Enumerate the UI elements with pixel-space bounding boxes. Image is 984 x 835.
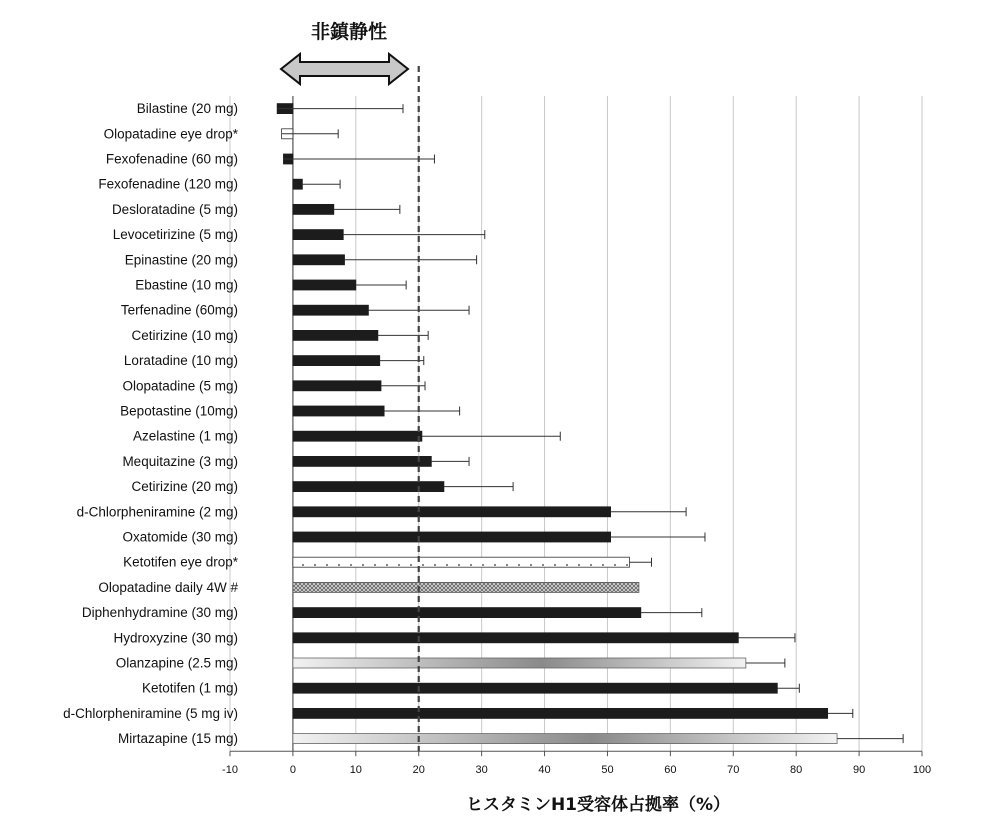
category-label: Diphenhydramine (30 mg) — [81, 605, 238, 621]
category-labels — [63, 101, 239, 746]
category-label: d-Chlorpheniramine (2 mg) — [76, 504, 238, 520]
x-tick-label: 40 — [538, 764, 551, 777]
x-tick-label: 30 — [475, 764, 488, 777]
error-bars — [277, 104, 903, 743]
category-label: Mequitazine (3 mg) — [122, 453, 238, 469]
x-tick-label: 100 — [912, 764, 932, 777]
bars — [277, 104, 837, 744]
bar — [293, 658, 746, 668]
x-tick-label: 80 — [790, 764, 803, 777]
category-label: Olanzapine (2.5 mg) — [115, 655, 238, 671]
bar — [293, 204, 334, 214]
bar — [293, 532, 611, 542]
category-label: Cetirizine (10 mg) — [131, 327, 238, 343]
bar — [293, 456, 431, 466]
x-tick-label: 70 — [727, 764, 740, 777]
category-label: Loratadine (10 mg) — [123, 353, 238, 369]
x-tick-labels — [222, 764, 931, 776]
x-axis-title: ヒスタミンH1受容体占拠率（%） — [465, 795, 731, 815]
bar — [293, 582, 639, 592]
chart-title: 非鎮静性 — [310, 21, 388, 43]
x-tick-label: 60 — [664, 764, 677, 777]
bar — [293, 708, 828, 718]
category-label: Ebastine (10 mg) — [135, 277, 238, 293]
category-label: Hydroxyzine (30 mg) — [113, 630, 238, 646]
x-tick-label: 50 — [601, 764, 614, 777]
category-label: Fexofenadine (120 mg) — [98, 176, 238, 192]
bar — [293, 482, 444, 492]
x-tick-label: 90 — [852, 764, 866, 777]
bar — [293, 280, 356, 290]
category-label: Terfenadine (60mg) — [120, 302, 238, 318]
category-label: Olopatadine (5 mg) — [122, 378, 238, 394]
bar — [293, 356, 380, 366]
x-tick-label: 20 — [412, 764, 425, 777]
bar — [293, 305, 368, 315]
grid-lines — [230, 96, 922, 756]
category-label: Epinastine (20 mg) — [124, 252, 238, 268]
category-label: Olopatadine eye drop* — [103, 126, 238, 142]
category-label: Oxatomide (30 mg) — [122, 529, 238, 545]
category-label: Ketotifen (1 mg) — [141, 680, 238, 696]
bar — [293, 608, 641, 618]
bar — [293, 179, 302, 189]
category-label: Desloratadine (5 mg) — [111, 201, 238, 217]
bar — [293, 381, 381, 391]
double-arrow-icon — [281, 54, 408, 84]
bar — [293, 230, 343, 240]
x-tick-label: -10 — [222, 764, 238, 777]
category-label: Olopatadine daily 4W # — [98, 579, 238, 595]
bar — [293, 330, 378, 340]
bar — [293, 683, 777, 693]
category-label: Bilastine (20 mg) — [136, 101, 238, 117]
x-tick-label: 10 — [349, 764, 362, 777]
category-label: Bepotastine (10mg) — [120, 403, 238, 419]
category-label: Ketotifen eye drop* — [123, 554, 238, 570]
category-label: d-Chlorpheniramine (5 mg iv) — [63, 705, 238, 721]
bar — [293, 406, 384, 416]
category-label: Levocetirizine (5 mg) — [112, 227, 238, 243]
bar — [293, 633, 738, 643]
category-label: Mirtazapine (15 mg) — [117, 731, 238, 747]
x-tick-label: 0 — [289, 764, 296, 777]
bar — [293, 431, 422, 441]
category-label: Fexofenadine (60 mg) — [105, 151, 238, 167]
bar — [293, 507, 611, 517]
bar — [293, 255, 345, 265]
category-label: Cetirizine (20 mg) — [131, 479, 238, 495]
bar — [293, 557, 630, 567]
category-label: Azelastine (1 mg) — [132, 428, 238, 444]
bar — [293, 734, 837, 744]
